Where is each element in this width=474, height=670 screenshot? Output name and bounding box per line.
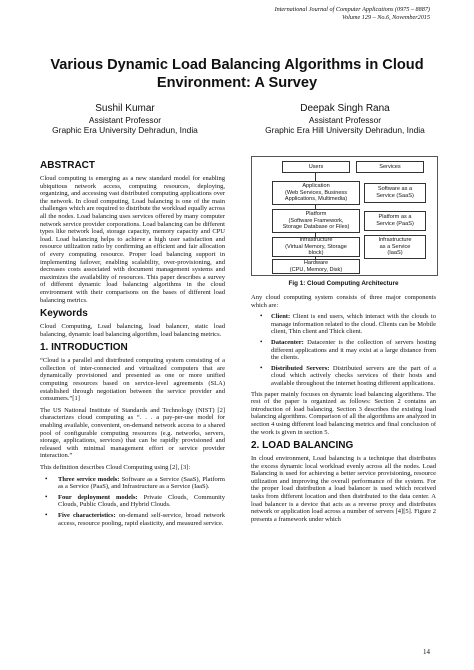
bullet-text: on-demand self-service, broad network access, resource pooling, rapid elasticity, and measured service. (58, 511, 225, 527)
bullet-text: Client is end users, which interact with the clouds to manage information related to the cloud. Clients can be Mobile client, Thin client and Thick client. (271, 313, 436, 336)
fig-box-platform: Platform (Software Framework, Storage Database or Files) (272, 209, 360, 233)
component-bullet-3 (251, 365, 436, 388)
fig-box-saas: Software as a Service (SaaS) (364, 183, 426, 203)
fig-arrow (315, 256, 316, 259)
component-bullet-2 (251, 339, 436, 362)
paper-title: Various Dynamic Load Balancing Algorithms in Cloud Environment: A Survey (50, 57, 424, 91)
left-column (40, 156, 225, 530)
bullet-term: Three service models: (58, 475, 120, 483)
abstract-heading: ABSTRACT (40, 160, 95, 171)
figure-cloud-architecture (251, 156, 438, 276)
journal-line-2: Volume 129 – No.6, November2015 (342, 14, 430, 21)
fig-box-iaas: Infrastructure as a Service (IaaS) (364, 235, 426, 259)
fig-box-application: Application (Web Services, Business Applications, Multimedia) (272, 181, 360, 205)
bullet-icon: • (45, 492, 48, 501)
fig-box-infrastructure: Infrastructure (Virtual Memory, Storage block) (272, 237, 360, 257)
bullet-icon: • (260, 337, 263, 346)
bullet-icon: • (45, 474, 48, 483)
bullet-term: Four deployment models: (58, 493, 138, 501)
paper-organization: This paper mainly focuses on dynamic load balancing algorithms. The rest of the paper is organized as follows: Section 2 contains an introduction of load balancing. Section 3 describes the existing load balancing algorithms. Comparison of all the algorithms are analyzed in section 4 using different load balancing metrics and final conclusion of the work is given in section 5. (251, 390, 436, 436)
author-2-role: Assistant Professor (308, 115, 382, 125)
author-2 (245, 103, 445, 135)
fig-box-users: Users (282, 161, 350, 173)
load-balancing-heading: 2. LOAD BALANCING (251, 440, 354, 452)
author-2-name: Deepak Singh Rana (300, 103, 390, 114)
intro-paragraph-3: This definition describes Cloud Computing using [2], [3]: (40, 464, 191, 471)
components-intro: Any cloud computing system consists of three major components which are: (251, 294, 436, 309)
fig-box-paas: Platform as a Service (PaaS) (364, 211, 426, 231)
intro-bullet-2 (40, 494, 225, 509)
bullet-icon: • (260, 363, 263, 372)
fig-box-services: Services (356, 161, 424, 173)
intro-paragraph-2: The US National Institute of Standards and Technology (NIST) [2] characterizes cloud computing as “. . . a pay-per-use model for enabling available, convenient, on-demand network access to a shared pool of configurable computing resources (e.g. networks, servers, storage, applications, services) that can be rapidly provisioned and released with minimal management effort or service provider interaction.” (40, 406, 225, 460)
page-number: 14 (423, 648, 430, 656)
intro-bullet-3 (40, 512, 225, 527)
author-1 (40, 103, 210, 135)
right-column (251, 294, 436, 527)
bullet-icon: • (260, 312, 263, 321)
bullet-term: Datacenter: (271, 338, 304, 346)
bullet-term: Five characteristics: (58, 511, 116, 519)
author-1-affiliation: Graphic Era University Dehradun, India (52, 125, 198, 135)
bullet-text: Distributed servers are the part of a cloud which actively checks services of their hosts and available throughout the internet hosting different applications. (271, 364, 436, 387)
bullet-text: Datacenter is the collection of servers hosting different applications and it may exist at a large distance from the clients. (271, 338, 436, 362)
abstract-text: Cloud computing is emerging as a new standard model for enabling ubiquitous network access, computing resources, deploying, organizing, and accessing vast distributed computing applications over the network. In cloud computing, Load balancing is one of the main challenges which are required to distribute the workload equally across all the nodes. Load balancing uses services offered by many computer network service provider corporations. Load balancing can be different types like network load, storage capacity, memory capacity and CPU load. Load balancing helps to achieve a high user satisfaction and resource utilization ratio by confirming an efficient and fair allocation of every computing resource. Proper load balancing support in implementing failover, enabling scalability, over-provisioning, and decreases costs associated with document management systems and maximizes the availability of resources. This paper describes a survey of different dynamic load balancing algorithms in the cloud environment with their comparisons on the bases of different load balancing metrics. (40, 175, 226, 304)
keywords-heading: Keywords (40, 308, 88, 320)
fig-arrow (315, 204, 316, 209)
intro-heading: 1. INTRODUCTION (40, 342, 128, 354)
author-2-affiliation: Graphic Era Hill University Dehradun, India (265, 125, 425, 135)
journal-header (275, 6, 430, 22)
bullet-text: Private Clouds, Community Clouds, Public Clouds, and Hybrid Clouds. (58, 493, 225, 509)
figure-caption: Fig 1: Cloud Computing Architecture (288, 280, 399, 287)
intro-paragraph-1: “Cloud is a parallel and distributed computing system consisting of a collection of inter-connected and virtualized computers that are dynamically provisioned and presented as one or more unified computing resources based on service-level agreements (SLA) established through negotiation between the service provider and consumers.”[1] (40, 357, 225, 403)
bullet-term: Distributed Servers: (271, 364, 330, 372)
fig-box-hardware: Hardware (CPU, Memory, Disk) (272, 259, 360, 274)
bullet-icon: • (45, 510, 48, 519)
load-balancing-text: In cloud environment, Load balancing is a technique that distributes the excess dynamic local workload evenly across all the nodes. Load Balancing is used for achieving a better service provisioning, resource utilization and improving the overall performance of the system. For the proper load distribution a load balancer is used which received tasks from different location and then distributed to the data center. A load balancer is a device that acts as a reverse proxy and distributes network or application load across a number of servers [4][5]. Figure 2 presents a framework under which (251, 455, 436, 523)
author-1-name: Sushil Kumar (95, 103, 155, 114)
intro-bullet-1 (40, 476, 225, 491)
keywords-text: Cloud Computing, Load balancing, load balancer, static load balancing, dynamic load balancing algorithm, load balancing metrics. (40, 323, 225, 338)
journal-line-1: International Journal of Computer Applications (0975 – 8887) (274, 6, 430, 13)
author-1-role: Assistant Professor (88, 115, 162, 125)
component-bullet-1 (251, 313, 436, 336)
bullet-text: Software as a Service (SaaS), Platform as a Service (PaaS), and Infrastructure as a Service (IaaS). (58, 475, 225, 491)
fig-arrow (315, 232, 316, 237)
bullet-term: Client: (271, 313, 291, 321)
fig-arrow (315, 172, 316, 181)
